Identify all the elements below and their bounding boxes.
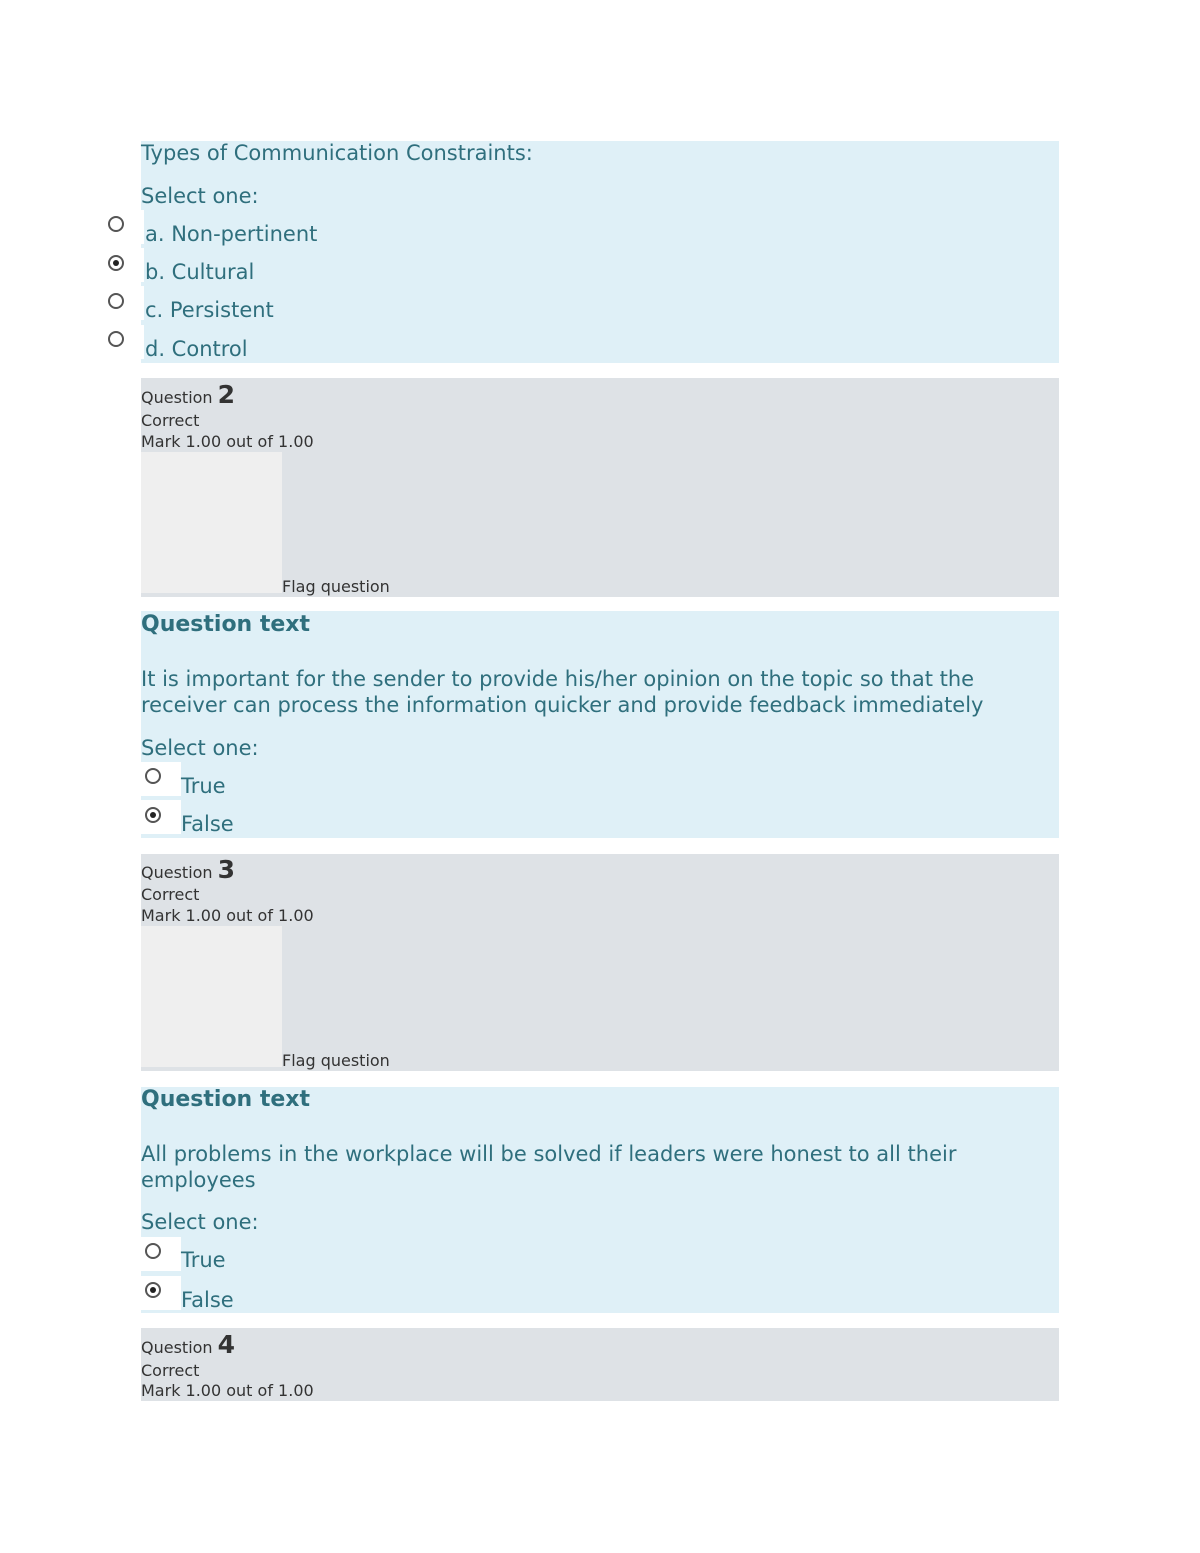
q2-flag-icon[interactable] <box>141 452 282 593</box>
q2-mark: Mark 1.00 out of 1.00 <box>141 432 314 451</box>
q3-content-block <box>141 1087 1059 1313</box>
q2-question-number: 2 <box>217 380 236 409</box>
q3-question-heading <box>141 855 235 884</box>
q3-question-text-line1: All problems in the workplace will be solved if leaders were honest to all their <box>141 1142 957 1166</box>
q2-question-text-line1: It is important for the sender to provide his/her opinion on the topic so that the <box>141 667 975 691</box>
q2-flag-question-link[interactable]: Flag question <box>282 577 390 596</box>
q2-option-false-label[interactable]: False <box>181 812 234 836</box>
q3-option-false-radio[interactable] <box>145 1282 161 1298</box>
q2-question-text-line2: receiver can process the information quicker and provide feedback immediately <box>141 693 984 717</box>
q3-question-number: 3 <box>217 855 236 884</box>
q2-question-text-heading: Question text <box>141 612 311 637</box>
q3-option-true-radio[interactable] <box>145 1243 161 1259</box>
q2-content-block <box>141 611 1059 838</box>
q1-option-b-radio[interactable] <box>108 255 124 271</box>
q1-answer-block <box>141 141 1059 363</box>
q4-question-heading <box>141 1330 235 1359</box>
q4-status: Correct <box>141 1361 200 1380</box>
q2-status: Correct <box>141 411 200 430</box>
q2-question-word: Question <box>141 388 213 407</box>
q1-select-label: Select one: <box>141 184 259 208</box>
q3-flag-icon[interactable] <box>141 926 282 1067</box>
q2-option-true-radio[interactable] <box>145 768 161 784</box>
q1-prompt: Types of Communication Constraints: <box>141 141 533 165</box>
q4-question-word: Question <box>141 1338 213 1357</box>
q3-status: Correct <box>141 885 200 904</box>
q3-question-word: Question <box>141 863 213 882</box>
q3-option-false-label[interactable]: False <box>181 1288 234 1312</box>
q1-option-c-radio[interactable] <box>108 293 124 309</box>
q1-option-a-label[interactable]: a. Non-pertinent <box>145 222 318 246</box>
q1-option-d-radio[interactable] <box>108 331 124 347</box>
q2-question-heading <box>141 380 235 409</box>
q2-option-true-label[interactable]: True <box>181 774 226 798</box>
q1-option-b-label[interactable]: b. Cultural <box>145 260 255 284</box>
q3-option-true-label[interactable]: True <box>181 1248 226 1272</box>
q2-select-label: Select one: <box>141 736 259 760</box>
q2-option-false-radio[interactable] <box>145 807 161 823</box>
q3-question-text-heading: Question text <box>141 1087 311 1112</box>
q1-option-c-label[interactable]: c. Persistent <box>145 298 274 322</box>
q4-mark: Mark 1.00 out of 1.00 <box>141 1381 314 1400</box>
q3-flag-question-link[interactable]: Flag question <box>282 1051 390 1070</box>
q4-question-number: 4 <box>217 1330 236 1359</box>
q1-option-a-radio[interactable] <box>108 216 124 232</box>
q3-select-label: Select one: <box>141 1210 259 1234</box>
q3-mark: Mark 1.00 out of 1.00 <box>141 906 314 925</box>
q1-option-d-label[interactable]: d. Control <box>145 337 248 361</box>
q3-question-text-line2: employees <box>141 1168 256 1192</box>
